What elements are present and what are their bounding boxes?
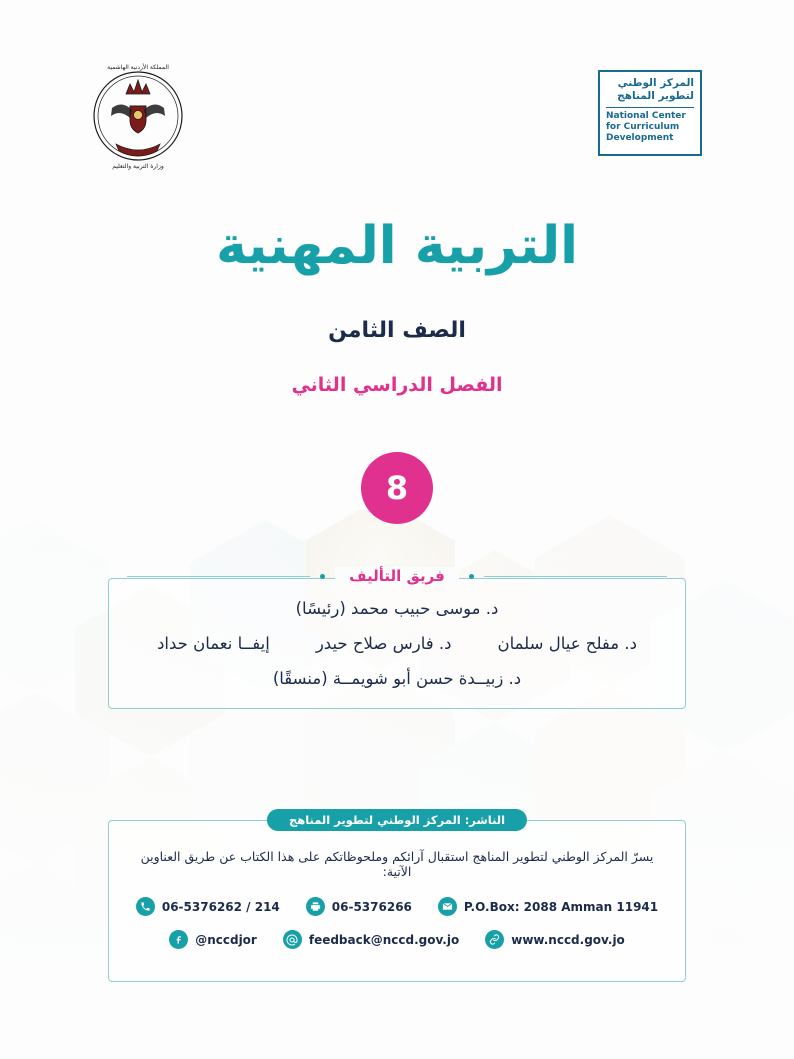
authors-heading-row (127, 567, 667, 585)
mail-icon (438, 897, 457, 916)
author-coordinator: د. زبيــدة حسن أبو شويمــة (منسقًا) (272, 669, 522, 688)
emblem-top-text: المملكة الأردنية الهاشمية (107, 64, 169, 71)
fax-icon (306, 897, 325, 916)
contact-website-label: www.nccd.gov.jo (511, 932, 625, 947)
emblem-bottom-text: وزارة التربية والتعليم (112, 163, 164, 170)
publisher-card (108, 813, 686, 982)
contact-facebook-label: @nccdjor (195, 932, 257, 947)
authors-members-row (127, 634, 667, 653)
contact-fax-label: 06-5376266 (331, 899, 412, 914)
contact-row-1 (127, 897, 667, 916)
contact-email[interactable] (283, 930, 459, 949)
publisher-note: يسرّ المركز الوطني لتطوير المناهج استقبال آرائكم وملحوظاتكم على هذا الكتاب عن طريق العناوين الآتية: (140, 849, 654, 879)
authors-heading: فريق التأليف (335, 567, 459, 585)
authors-heading-line-right (484, 576, 667, 577)
contact-mail-label: P.O.Box: 2088 Amman 11941 (463, 899, 659, 914)
nccd-logo-arabic-line-1: المركز الوطني (617, 77, 694, 89)
term-label: الفصل الدراسي الثاني (291, 374, 503, 396)
grade-label: الصف الثامن (328, 318, 466, 343)
authors-card (108, 567, 686, 709)
publisher-badge: الناشر: المركز الوطني لتطوير المناهج (267, 809, 527, 831)
contact-row-2 (127, 930, 667, 949)
contact-facebook[interactable] (169, 930, 257, 949)
contact-phone[interactable] (136, 897, 280, 916)
contact-phone-label: 06-5376262 / 214 (161, 899, 280, 914)
nccd-logo-arabic-line-2: لتطوير المناهج (617, 90, 694, 103)
author-member: إيفــا نعمان حداد (157, 634, 270, 653)
facebook-icon (169, 930, 188, 949)
book-title: التربية المهنية (216, 216, 578, 276)
jordan-emblem-icon (88, 62, 188, 170)
authors-heading-line-left (127, 576, 310, 577)
nccd-logo-english-line-3: Development (606, 132, 674, 143)
contact-website[interactable] (485, 930, 625, 949)
nccd-logo-english-line-2: for Curriculum (606, 121, 680, 132)
at-icon (283, 930, 302, 949)
nccd-logo-divider (606, 107, 694, 108)
author-member: د. مفلح عيال سلمان (497, 634, 637, 653)
phone-icon (136, 897, 155, 916)
author-member: د. فارس صلاح حيدر (315, 634, 452, 653)
authors-heading-dot-right (469, 574, 474, 579)
contact-fax[interactable] (306, 897, 412, 916)
contact-mail[interactable] (438, 897, 658, 916)
author-lead: د. موسى حبيب محمد (رئيسًا) (295, 599, 499, 618)
link-icon (485, 930, 504, 949)
contact-email-label: feedback@nccd.gov.jo (308, 932, 460, 947)
nccd-logo (598, 70, 702, 156)
grade-number-badge: 8 (361, 452, 433, 524)
authors-heading-dot-left (320, 574, 325, 579)
nccd-logo-english-line-1: National Center (606, 110, 686, 121)
